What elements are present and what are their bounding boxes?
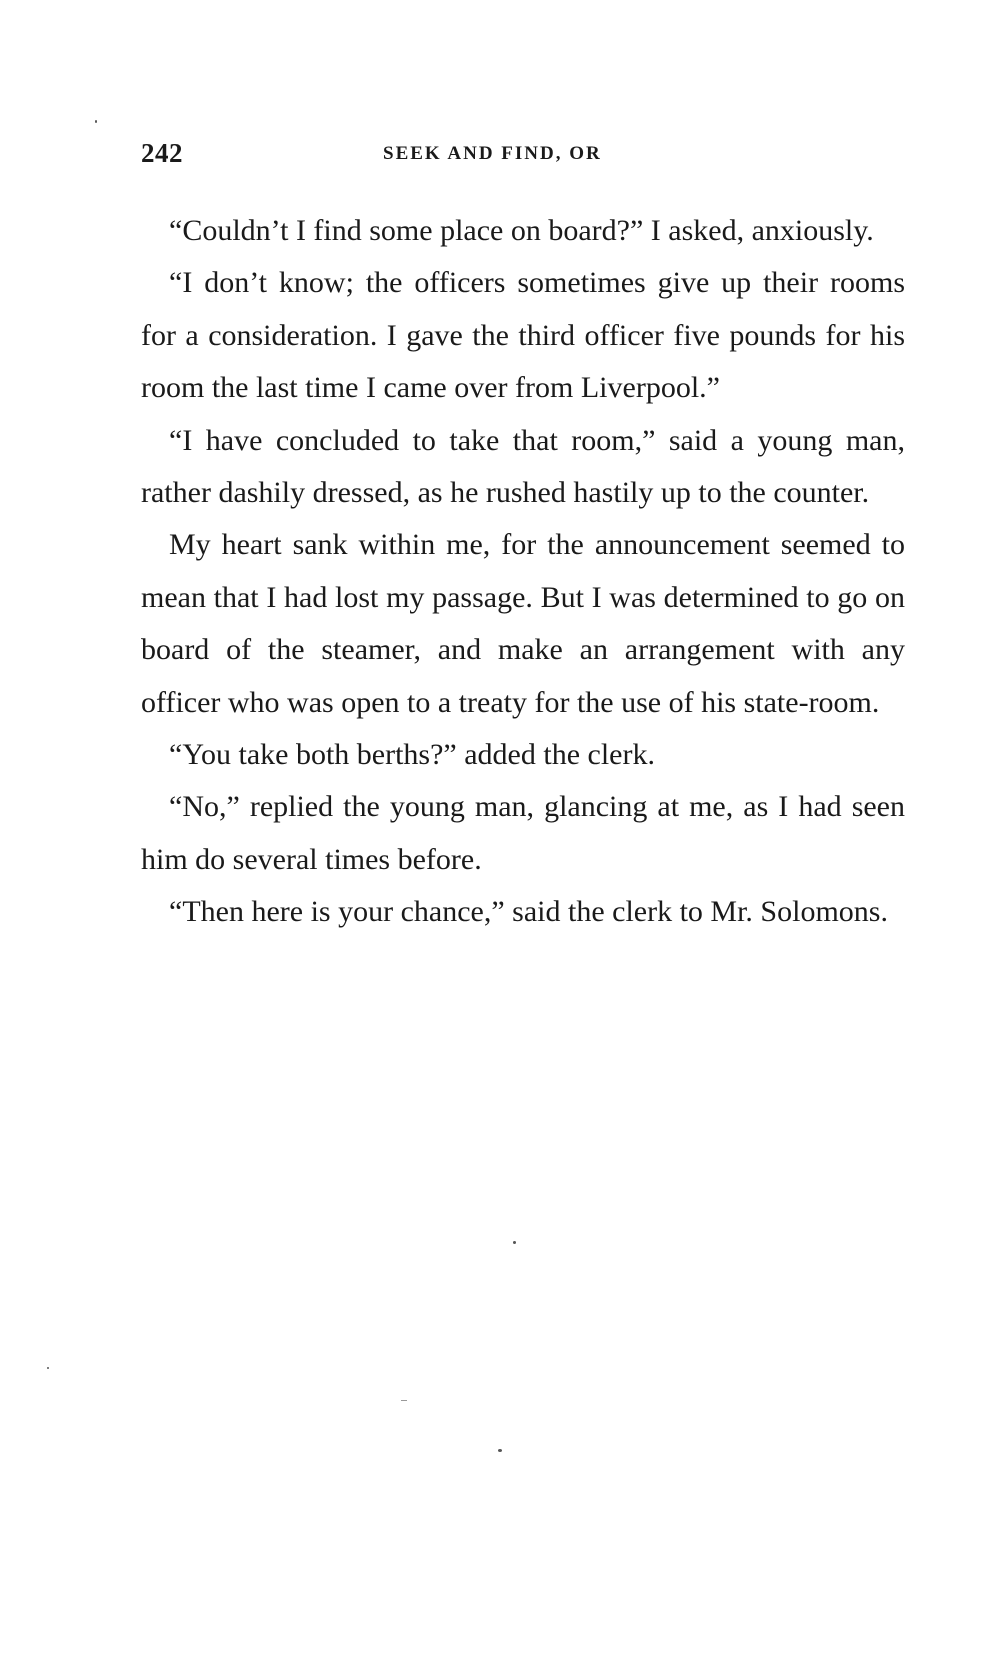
paragraph: “You take both berths?” added the clerk.: [169, 738, 655, 772]
scan-speck: [498, 1449, 502, 1452]
scan-speck: [47, 1367, 49, 1369]
running-title: SEEK AND FIND, OR: [383, 143, 602, 164]
paragraph: “Couldn’t I find some place on board?” I asked, anxiously.: [169, 214, 874, 247]
body-text: [141, 205, 905, 939]
scan-speck: [95, 120, 97, 123]
paragraph: “Then here is your chance,” said the clerk to Mr. Solomons.: [169, 895, 888, 929]
paragraph: “I have concluded to take that room,” said a young man, rather dashily dressed, as he rushed hastily up to the counter.: [141, 423, 905, 510]
scan-speck: [401, 1400, 407, 1401]
page-number: 242: [141, 138, 183, 168]
paragraph: My heart sank within me, for the announcement seemed to mean that I had lost my passage. But I was determined to go on board of the steamer, and make an arrangement with any officer who was open to a treaty for the use of his state-room.: [141, 528, 905, 719]
page-header: [141, 138, 901, 178]
scan-speck: [513, 1241, 516, 1244]
paragraph: “No,” replied the young man, glancing at me, as I had seen him do several times before.: [141, 790, 905, 876]
paragraph: “I don’t know; the officers sometimes give up their rooms for a consideration. I gave the third officer five pounds for his room the last time I came over from Liverpool.”: [141, 266, 905, 405]
